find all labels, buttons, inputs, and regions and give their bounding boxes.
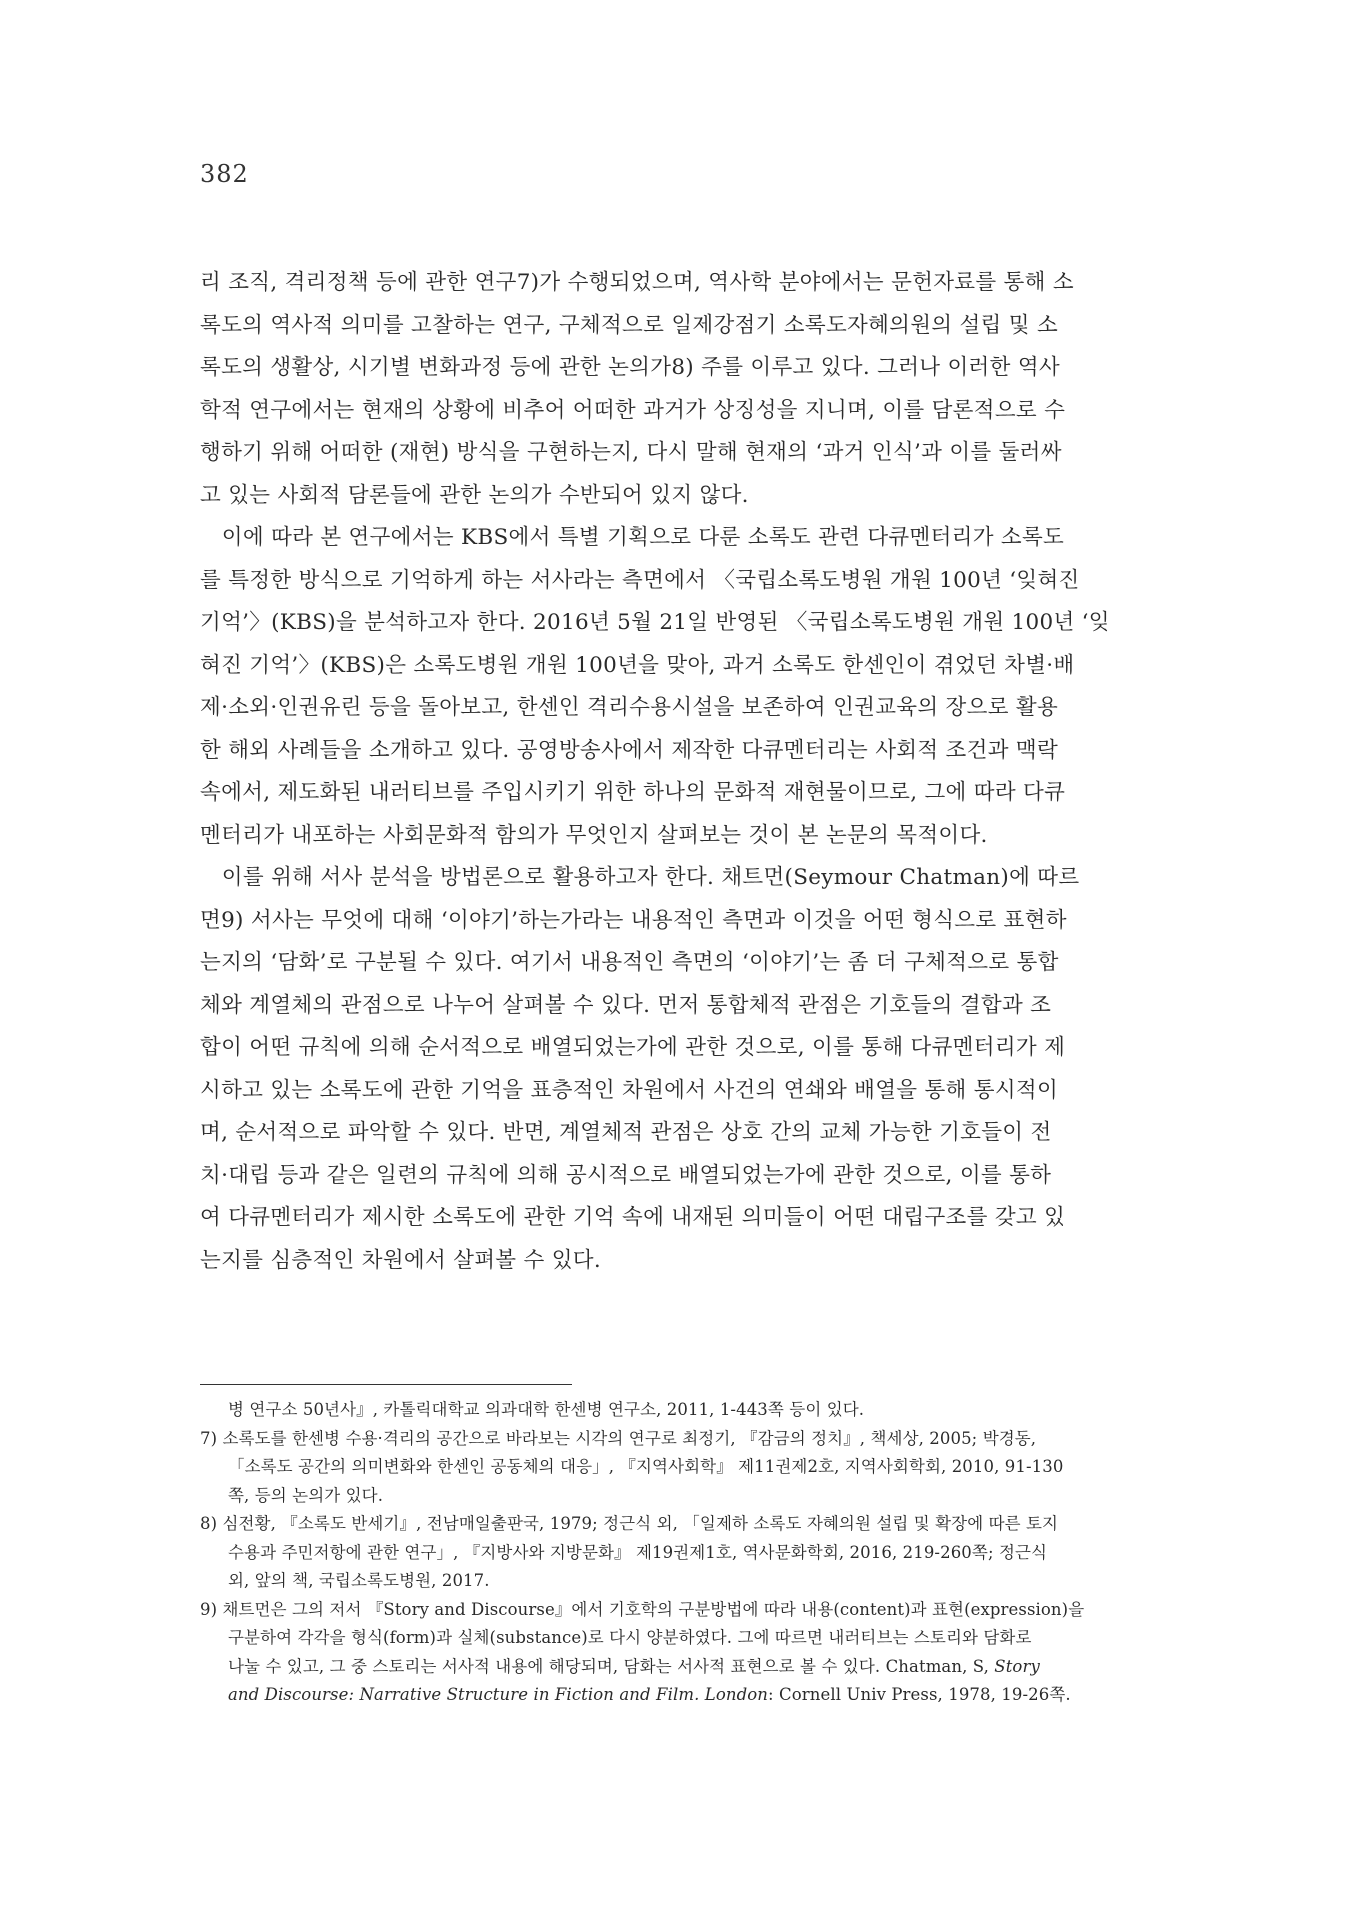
footnote-7: 7) 소록도를 한센병 수용·격리의 공간으로 바라보는 시각의 연구로 최정기, 『감금의 정치』, 책세상, 2005; 박경동,: [200, 1428, 1037, 1448]
body-line: 치·대립 등과 같은 일련의 규칙에 의해 공시적으로 배열되었는가에 관한 것으로, 이를 통하: [200, 1162, 1052, 1188]
body-text: [200, 262, 1160, 1282]
body-line: 리 조직, 격리정책 등에 관한 연구7)가 수행되었으며, 역사학 분야에서는 문헌자료를 통해 소: [200, 270, 1074, 295]
body-line: 이를 위해 서사 분석을 방법론으로 활용하고자 한다. 채트먼(Seymour Chatman)에 따르: [200, 865, 1080, 890]
footnote-9-title: Story: [994, 1656, 1040, 1676]
body-line: 학적 연구에서는 현재의 상황에 비추어 어떠한 과거가 상징성을 지니며, 이를 담론적으로 수: [200, 397, 1066, 423]
body-line: 한 해외 사례들을 소개하고 있다. 공영방송사에서 제작한 다큐멘터리는 사회적 조건과 맥락: [200, 737, 1059, 763]
body-line: 고 있는 사회적 담론들에 관한 논의가 수반되어 있지 않다.: [200, 482, 749, 508]
footnote-continuation: 병 연구소 50년사』, 카톨릭대학교 의과대학 한센병 연구소, 2011, 1-443쪽 등이 있다.: [228, 1400, 865, 1419]
footnote-8-line: 수용과 주민저항에 관한 연구」, 『지방사와 지방문화』 제19권제1호, 역사문화학회, 2016, 219-260쪽; 정근식: [228, 1542, 1048, 1562]
body-line: 기억’〉(KBS)을 분석하고자 한다. 2016년 5월 21일 반영된 〈국립소록도병원 개원 100년 ‘잊: [200, 610, 1110, 635]
footnote-7-line: 「소록도 공간의 의미변화와 한센인 공동체의 대응」, 『지역사회학』 제11권제2호, 지역사회학회, 2010, 91-130: [228, 1457, 1064, 1476]
body-line: 록도의 역사적 의미를 고찰하는 연구, 구체적으로 일제강점기 소록도자혜의원의 설립 및 소: [200, 312, 1059, 338]
footnote-9: 9) 채트먼은 그의 저서 『Story and Discourse』에서 기호학의 구분방법에 따라 내용(content)과 표현(expression)을: [200, 1599, 1085, 1619]
footnote-7-line: 쪽, 등의 논의가 있다.: [228, 1485, 384, 1505]
footnote-8: 8) 심전황, 『소록도 반세기』, 전남매일출판국, 1979; 정근식 외, 「일제하 소록도 자혜의원 설립 및 확장에 따른 토지: [200, 1514, 1059, 1533]
body-line: 멘터리가 내포하는 사회문화적 함의가 무엇인지 살펴보는 것이 본 논문의 목적이다.: [200, 822, 988, 848]
footnote-8-line: 외, 앞의 책, 국립소록도병원, 2017.: [228, 1571, 490, 1590]
footnote-divider: [200, 1384, 572, 1385]
body-line: 합이 어떤 규칙에 의해 순서적으로 배열되었는가에 관한 것으로, 이를 통해 다큐멘터리가 제: [200, 1035, 1066, 1060]
footnote-9-text: 나눌 수 있고, 그 중 스토리는 서사적 내용에 해당되며, 담화는 서사적 표현으로 볼 수 있다. Chatman, S,: [228, 1656, 995, 1676]
footnote-9-title: and Discourse: Narrative Structure in Fiction and Film. London: [228, 1685, 769, 1704]
page-number: 382: [200, 160, 249, 188]
body-line: 제·소외·인권유린 등을 돌아보고, 한센인 격리수용시설을 보존하여 인권교육의 장으로 활용: [200, 695, 1059, 720]
footnote-9-line: 구분하여 각각을 형식(form)과 실체(substance)로 다시 양분하였다. 그에 따르면 내러티브는 스토리와 담화로: [228, 1628, 1032, 1647]
body-line: 를 특정한 방식으로 기억하게 하는 서사라는 측면에서 〈국립소록도병원 개원 100년 ‘잊혀진: [200, 567, 1080, 593]
body-line: 행하기 위해 어떠한 (재현) 방식을 구현하는지, 다시 말해 현재의 ‘과거 인식’과 이를 둘러싸: [200, 440, 1062, 465]
footnote-9-line: [200, 1653, 1160, 1682]
body-line: 속에서, 제도화된 내러티브를 주입시키기 위한 하나의 문화적 재현물이므로, 그에 따라 다큐: [200, 780, 1066, 805]
footnote-9-line: [200, 1681, 1160, 1710]
footnote-9-text: : Cornell Univ Press, 1978, 19-26쪽.: [768, 1685, 1071, 1704]
body-line: 록도의 생활상, 시기별 변화과정 등에 관한 논의가8) 주를 이루고 있다. 그러나 이러한 역사: [200, 355, 1060, 380]
footnotes: [200, 1396, 1160, 1710]
body-line: 는지를 심층적인 차원에서 살펴볼 수 있다.: [200, 1247, 601, 1273]
body-line: 며, 순서적으로 파악할 수 있다. 반면, 계열체적 관점은 상호 간의 교체 가능한 기호들이 전: [200, 1120, 1052, 1145]
body-line: 혀진 기억’〉(KBS)은 소록도병원 개원 100년을 맞아, 과거 소록도 한센인이 겪었던 차별·배: [200, 652, 1075, 678]
body-line: 이에 따라 본 연구에서는 KBS에서 특별 기획으로 다룬 소록도 관련 다큐멘터리가 소록도: [200, 525, 1065, 550]
body-line: 면9) 서사는 무엇에 대해 ‘이야기’하는가라는 내용적인 측면과 이것을 어떤 형식으로 표현하: [200, 907, 1067, 933]
body-line: 는지의 ‘담화’로 구분될 수 있다. 여기서 내용적인 측면의 ‘이야기’는 좀 더 구체적으로 통합: [200, 950, 1059, 975]
body-line: 여 다큐멘터리가 제시한 소록도에 관한 기억 속에 내재된 의미들이 어떤 대립구조를 갖고 있: [200, 1205, 1066, 1230]
body-line: 체와 계열체의 관점으로 나누어 살펴볼 수 있다. 먼저 통합체적 관점은 기호들의 결합과 조: [200, 992, 1052, 1018]
body-line: 시하고 있는 소록도에 관한 기억을 표층적인 차원에서 사건의 연쇄와 배열을 통해 통시적이: [200, 1077, 1059, 1103]
